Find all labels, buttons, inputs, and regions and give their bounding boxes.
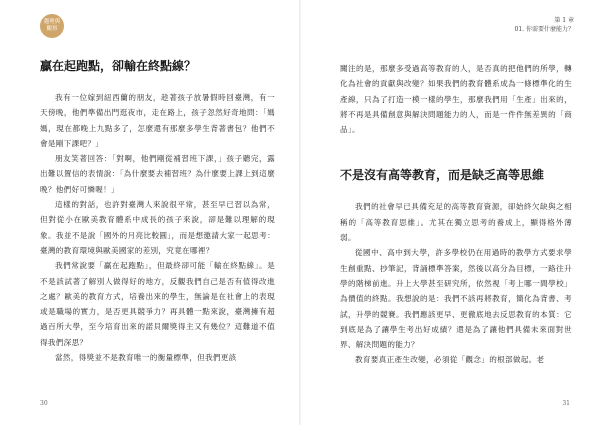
paragraph-continued: 關注的是，那麼多受過高等教育的人，是否真的把他們的所學，轉化為社會的貢獻與改變？如果我們的教育體系成為一條標準化的生產線，只為了打造一模一樣的學生，那麼我們用「生產」出來的，將不再是具備創意與解決問題能力的人，而是一件件無差異的「商品」。 xyxy=(340,64,572,135)
chapter-subtitle: 01. 你需要什麼能力？ xyxy=(514,26,574,33)
chapter-badge xyxy=(40,14,64,38)
left-page-content xyxy=(40,58,275,365)
paragraph: 我有一位嫁到紐西蘭的朋友，趁著孩子放暑假時回臺灣，有一天傍晚，他們準備出門逛夜市，走在路上，孩子忽然好奇地問：「媽媽，現在都晚上九點多了，怎麼還有那麼多學生背著書包？他們不會是剛下課吧？」 xyxy=(40,93,275,148)
paragraph: 我們常說要「贏在起跑點」，但最終卻可能「輸在終點線」。是不是該試著了解別人做得好的地方，反觀我們自己是否有值得改進之處？歐美的教育方式，培養出來的學生，無論是在社會上的表現或是職場的實力，是否更具競爭力？再具體一點來說，臺灣擁有超過百所大學，至今培育出來的諾貝爾獎得主又有幾位？這難道不值得我們深思？ xyxy=(40,261,275,347)
paragraph: 這樣的對話，也許對臺灣人來說很平常，甚至早已習以為常，但對從小在歐美教育體系中成長的孩子來說，卻是難以理解的現象。我並不是說「國外的月亮比較圓」，而是想邀請大家一起思考：臺灣的教育環境與歐美國家的差別，究竟在哪裡？ xyxy=(40,200,275,255)
section-heading: 贏在起跑點，卻輸在終點線？ xyxy=(40,59,197,73)
chapter-label: 第 1 章 xyxy=(554,17,574,24)
paragraph: 從國中、高中到大學，許多學校仍在用過時的教學方式要求學生創重點、抄筆記，背誦標準答案，然後以高分為目標，一路往升學的階梯前進。升上大學甚至研究所，依然視「考上哪一間學校」為價值的終點。我想說的是：我們不該再將教育，簡化為背書、考試，升學的競賽。我們應該更早、更徹底地去反思教育的本質：它到底是為了讓學生考出好成績？還是為了讓他們具備未來面對世界、解決問題的能力？ xyxy=(340,248,572,350)
paragraph: 教育要真正產生改變，必須從「觀念」的根部做起。老 xyxy=(355,355,545,365)
section-heading: 不是沒有高等教育，而是缺乏高等思維 xyxy=(340,168,545,183)
right-page-content xyxy=(340,61,572,368)
running-head xyxy=(515,16,574,34)
paragraph: 朋友笑著回答：「對啊，他們剛從補習班下課，」孩子聽完，露出難以置信的表情說：「為什麼要去補習班？為什麼要上課上到這麼晚？他們好可憐喔！」 xyxy=(40,154,275,194)
page-number: 31 xyxy=(562,400,570,407)
badge-line-2: 觀察 xyxy=(46,26,58,32)
page-number: 30 xyxy=(40,400,48,407)
badge-line-1: 趨勢與 xyxy=(43,19,61,25)
paragraph: 當然，得獎並不是教育唯一的衡量標準，但我們更該 xyxy=(55,353,237,363)
paragraph: 我們的社會早已具備充足的高等教育資源，卻始終欠缺與之相稱的「高等教育思維」。尤其在獨立思考的養成上，顯得格外薄弱。 xyxy=(340,202,572,243)
right-page xyxy=(300,0,600,425)
